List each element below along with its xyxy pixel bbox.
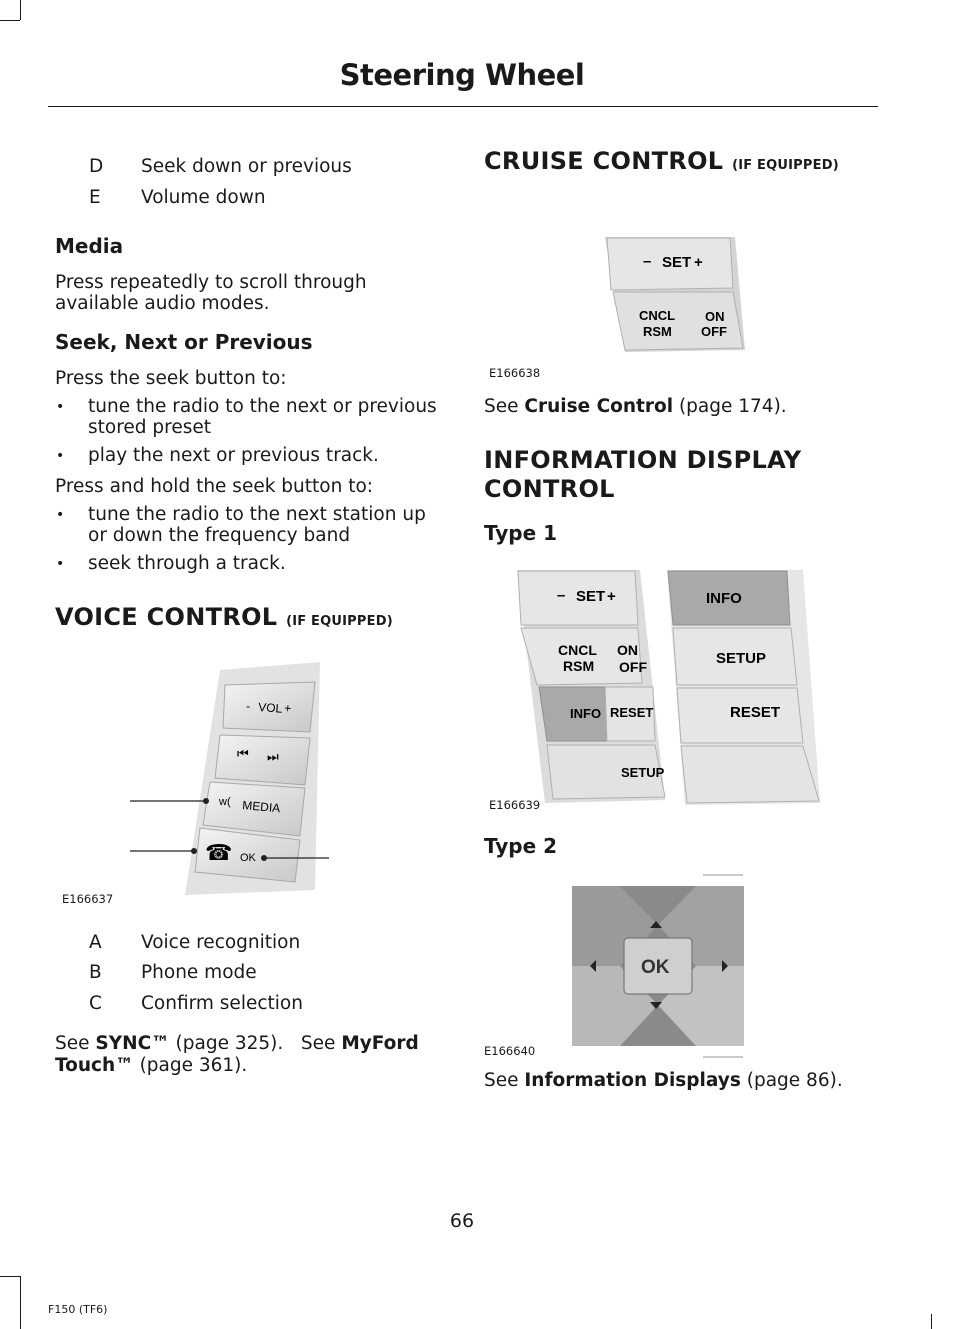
type1-figure <box>505 565 825 810</box>
set-minus-label: – <box>643 253 652 270</box>
seek-heading: Seek, Next or Previous <box>55 330 313 354</box>
info-label: INFO <box>706 590 742 607</box>
on-label: ON <box>617 642 638 658</box>
key-description: Phone mode <box>141 962 257 983</box>
cruise-control-heading <box>484 147 839 175</box>
key-description: Seek down or previous <box>141 156 352 177</box>
seek-intro-1: Press the seek button to: <box>55 368 287 389</box>
crop-mark <box>0 1276 20 1277</box>
bullet-item: tune the radio to the next or previous stored preset <box>88 396 437 438</box>
previous-track-icon: ⏮ <box>237 746 249 761</box>
sync-link[interactable]: SYNC™ <box>95 1033 170 1054</box>
setup-label: SETUP <box>716 650 767 667</box>
key-description: Confirm selection <box>141 993 303 1014</box>
figure-id: E166638 <box>489 366 541 380</box>
crop-mark <box>0 20 20 21</box>
heading-line-1: INFORMATION DISPLAY <box>484 446 802 474</box>
page-ref: (page 174). <box>673 396 787 417</box>
vol-label: VOL <box>257 700 283 716</box>
info-label: INFO <box>570 706 602 721</box>
heading-main: VOICE CONTROL <box>55 603 278 631</box>
reset-label: RESET <box>730 704 781 721</box>
key-letter: E <box>89 187 101 208</box>
information-displays-link[interactable]: Information Displays <box>524 1070 741 1091</box>
ok-label: OK <box>641 957 670 978</box>
bullet-item: play the next or previous track. <box>88 445 379 466</box>
info-see-also <box>484 1070 843 1092</box>
heading-suffix: (IF EQUIPPED) <box>286 614 393 629</box>
set-plus-label: + <box>694 254 703 271</box>
ok-label: OK <box>240 852 256 864</box>
off-label: OFF <box>701 324 727 339</box>
bullet-item: tune the radio to the next station up or down the frequency band <box>88 504 426 546</box>
vol-minus-label: - <box>245 699 251 714</box>
page-ref: (page 361). <box>133 1055 248 1076</box>
figure-id: E166640 <box>484 1044 536 1058</box>
see-text: See <box>484 396 525 417</box>
rsm-label: RSM <box>563 658 595 674</box>
cruise-see-also <box>484 396 787 418</box>
vol-plus-label: + <box>283 701 292 716</box>
key-description: Voice recognition <box>141 932 301 953</box>
figure-id: E166637 <box>62 892 114 906</box>
see-text: See <box>484 1070 525 1091</box>
key-description: Volume down <box>141 187 266 208</box>
page-number: 66 <box>449 1210 475 1232</box>
see-text: See <box>55 1033 96 1054</box>
cruise-control-link[interactable]: Cruise Control <box>524 396 674 417</box>
heading-line-2: CONTROL <box>484 475 615 503</box>
heading-main: CRUISE CONTROL <box>484 147 724 175</box>
myford-link-cont[interactable]: Touch™ <box>55 1055 134 1076</box>
set-plus-label: + <box>607 588 616 605</box>
voice-recognition-icon: w( <box>219 796 231 808</box>
bullet-dot: • <box>56 399 65 415</box>
crop-mark <box>931 1314 932 1329</box>
media-label: MEDIA <box>241 798 281 816</box>
type2-figure <box>560 870 750 1060</box>
key-letter: B <box>89 962 102 983</box>
page-title: Steering Wheel <box>339 58 585 92</box>
media-heading: Media <box>55 234 124 258</box>
cncl-label: CNCL <box>558 642 597 658</box>
crop-mark <box>20 1276 21 1329</box>
cncl-label: CNCL <box>639 308 676 323</box>
key-letter: C <box>89 993 102 1014</box>
footer-code: F150 (TF6) <box>48 1303 108 1316</box>
type1-heading: Type 1 <box>484 521 558 545</box>
myford-link[interactable]: MyFord <box>341 1033 419 1054</box>
phone-icon: ☎ <box>205 840 233 865</box>
crop-mark <box>20 0 21 20</box>
next-track-icon: ⏭ <box>267 749 279 764</box>
voice-see-also <box>55 1033 450 1077</box>
bullet-dot: • <box>56 556 65 572</box>
bullet-item: seek through a track. <box>88 553 286 574</box>
set-label: SET <box>662 254 692 271</box>
setup-label: SETUP <box>621 765 665 780</box>
voice-control-heading <box>55 603 393 631</box>
key-letter: D <box>89 156 104 177</box>
key-letter: A <box>89 932 102 953</box>
media-body: Press repeatedly to scroll through available audio modes. <box>55 272 367 314</box>
bullet-dot: • <box>56 448 65 464</box>
info-display-heading <box>484 446 801 504</box>
voice-control-figure <box>125 660 335 905</box>
header-rule <box>48 106 878 107</box>
on-label: ON <box>705 309 725 324</box>
reset-label: RESET <box>610 705 654 720</box>
heading-suffix: (IF EQUIPPED) <box>732 158 839 173</box>
type2-heading: Type 2 <box>484 834 558 858</box>
off-label: OFF <box>619 659 647 675</box>
rsm-label: RSM <box>643 324 672 339</box>
page-ref: (page 86). <box>740 1070 843 1091</box>
page-ref: (page 325). <box>169 1033 284 1054</box>
seek-intro-2: Press and hold the seek button to: <box>55 476 374 497</box>
cruise-control-figure <box>595 232 755 357</box>
see-text: See <box>300 1033 342 1054</box>
set-minus-label: – <box>557 587 566 604</box>
figure-id: E166639 <box>489 798 541 812</box>
set-label: SET <box>576 588 606 605</box>
bullet-dot: • <box>56 507 65 523</box>
